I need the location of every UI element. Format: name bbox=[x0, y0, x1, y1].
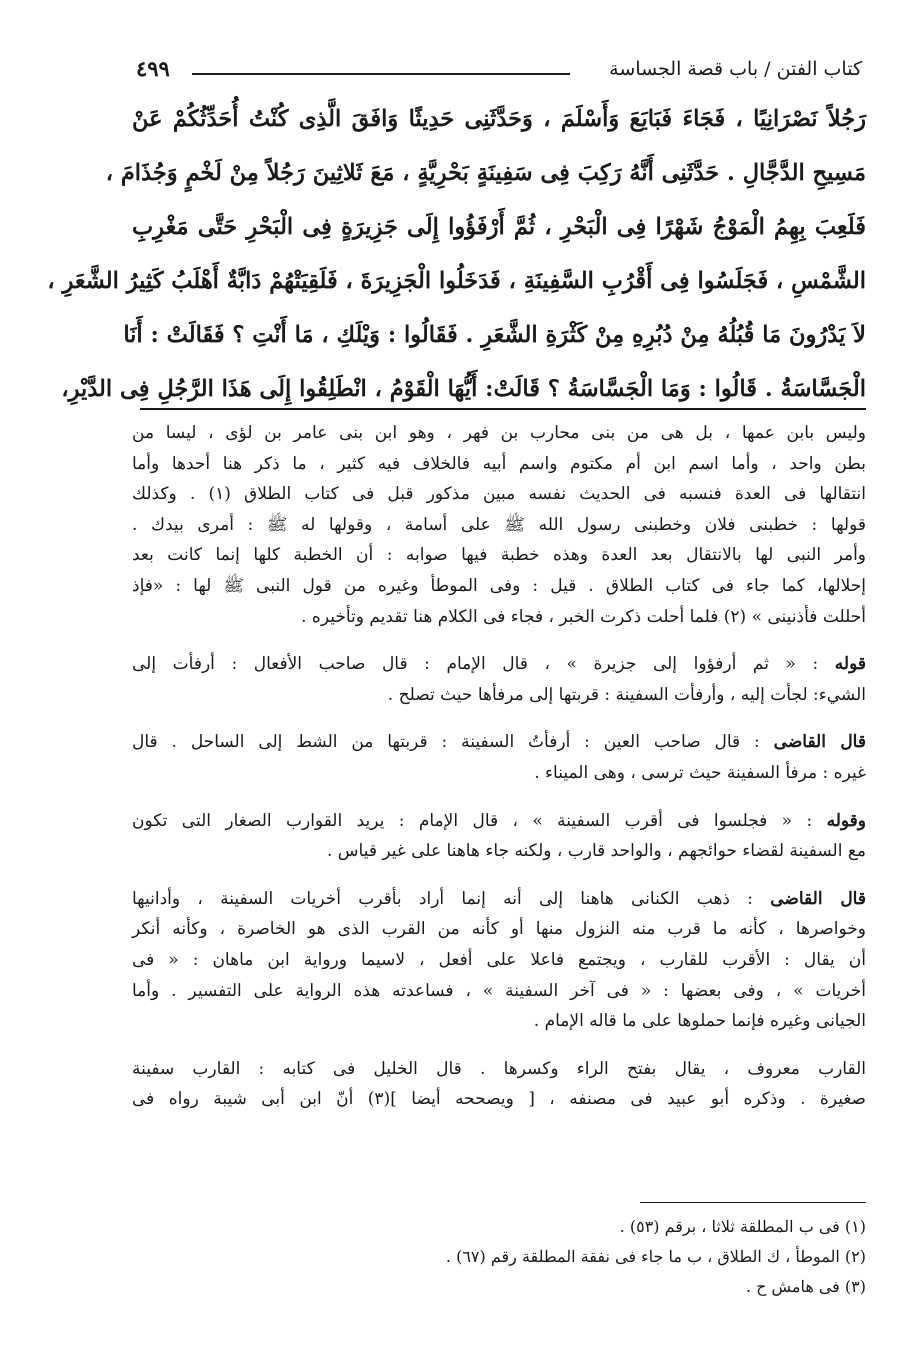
commentary-line bbox=[132, 727, 866, 758]
line-text: : ذهب الكنانى هاهنا إلى أنه إنما أراد بأقرب أخريات السفينة ، وأدانيها bbox=[132, 888, 771, 909]
line-text: وأمر النبى لها بالانتقال بعد العدة وهذه خطبة فيها صوابه : أن الخطبة كلها إنما كانت بعد bbox=[132, 545, 866, 566]
commentary-line bbox=[132, 945, 866, 976]
line-text: الشيء: لجأت إليه ، وأرفأت السفينة : قربتها إلى مرفأها حيث تصلح . bbox=[387, 684, 866, 705]
commentary-line bbox=[132, 836, 866, 867]
line-text: قولها : خطبنى فلان وخطبنى رسول الله ﷺ على أسامة ، وقولها له ﷺ : أمرى بيدك . bbox=[132, 514, 866, 535]
footnote: (٣) فى هامش ح . bbox=[745, 1277, 866, 1296]
commentary-paragraph bbox=[132, 727, 866, 788]
line-text: أخريات » ، وفى بعضها : « فى آخر السفينة » ، فساعدته هذه الرواية على التفسير . وأما bbox=[132, 980, 866, 1001]
hadith-line: رَجُلاً نَصْرَانِيًا ، فَجَاءَ فَبَايَعَ وَأَسْلَمَ ، وَحَدَّثَنِى حَدِيثًا وَافَقَ الَّذِى كُنْتُ أُحَدِّثُكُمْ عَنْ bbox=[132, 106, 866, 132]
commentary-line bbox=[132, 976, 866, 1007]
line-text: وليس بابن عمها ، بل هى من بنى محارب بن فهر ، وهو ابن بنى عامر بن لؤى ، ليسا من bbox=[132, 423, 866, 443]
footnote: (٢) الموطأ ، ك الطلاق ، ب ما جاء فى نفقة المطلقة رقم (٦٧) . bbox=[445, 1247, 866, 1266]
commentary-line bbox=[132, 1084, 866, 1115]
text-divider bbox=[140, 408, 866, 410]
hadith-line: مَسِيحِ الدَّجَّالِ . حَدَّثَنِى أَنَّهُ رَكِبَ فِى سَفِينَةٍ بَحْرِيَّةٍ ، مَعَ ثَلاثِينَ رَجُلاً مِنْ لَخْمٍ وَجُذَامَ ، bbox=[105, 160, 866, 186]
line-text: : قال صاحب العين : أرفأتُ السفينة : قربتها من الشط إلى الساحل . قال bbox=[132, 732, 774, 753]
lead-word: قال القاضى bbox=[770, 888, 866, 909]
line-text: : « ثم أرفؤوا إلى جزيرة » ، قال الإمام : قال صاحب الأفعال : أرفأت إلى bbox=[132, 654, 835, 675]
header-rule bbox=[192, 73, 570, 75]
line-text: : « فجلسوا فى أقرب السفينة » ، قال الإمام : يريد القوارب الصغار التى تكون bbox=[132, 810, 827, 831]
line-text: إحلالها، كما جاء فى كتاب الطلاق . قيل : وفى الموطأ وغيره من قول النبى ﷺ لها : «فإذ bbox=[132, 575, 866, 596]
hadith-line: لاَ يَدْرُونَ مَا قُبُلُهُ مِنْ دُبُرِهِ مِنْ كَثْرَةِ الشَّعَرِ . فَقَالُوا : وَيْلَكِ ، مَا أَنْتِ ؟ فَقَالَتْ : أَنَا bbox=[123, 322, 866, 348]
commentary-line bbox=[132, 540, 866, 571]
commentary-paragraph bbox=[132, 806, 866, 867]
commentary-line bbox=[132, 649, 866, 680]
commentary-line bbox=[132, 680, 866, 711]
line-text: بطن واحد ، وأما اسم ابن أم مكتوم واسم أبيه فالخلاف فيه كثير ، ما ذكر هنا أحدها وأما bbox=[132, 453, 866, 474]
commentary-line bbox=[132, 571, 866, 602]
line-text: القارب معروف ، يقال بفتح الراء وكسرها . قال الخليل فى كتابه : القارب سفينة bbox=[132, 1058, 866, 1079]
lead-word: قال القاضى bbox=[773, 732, 866, 753]
line-text: غيره : مرفأ السفينة حيث ترسى ، وهى الميناء . bbox=[534, 762, 866, 783]
commentary bbox=[132, 418, 866, 1115]
commentary-line bbox=[132, 914, 866, 945]
commentary-line bbox=[132, 418, 866, 449]
line-text: الجيانى وغيره فإنما حملوها على ما قاله الإمام . bbox=[533, 1011, 866, 1032]
commentary-line bbox=[132, 758, 866, 789]
footnote-divider bbox=[640, 1202, 866, 1203]
lead-word: وقوله bbox=[826, 810, 866, 831]
commentary-line bbox=[132, 479, 866, 510]
commentary-paragraph bbox=[132, 418, 866, 632]
chapter-title: كتاب الفتن / باب قصة الجساسة bbox=[609, 58, 862, 80]
commentary-line bbox=[132, 449, 866, 480]
line-text: أحللت فأذنينى » (٢) فلما أحلت ذكرت الخبر ، فجاء فى الكلام هنا تقديم وتأخيره . bbox=[301, 606, 866, 627]
commentary-line bbox=[132, 884, 866, 915]
commentary-line bbox=[132, 510, 866, 541]
commentary-paragraph bbox=[132, 884, 866, 1037]
commentary-line bbox=[132, 1054, 866, 1085]
hadith-line: فَلَعِبَ بِهِمُ الْمَوْجُ شَهْرًا فِى الْبَحْرِ ، ثُمَّ أَرْفَؤُوا إِلَى جَزِيرَةٍ فِى الْبَحْرِ حَتَّى مَغْرِبِ bbox=[132, 214, 866, 240]
hadith-line: الْجَسَّاسَةُ . قَالُوا : وَمَا الْجَسَّاسَةُ ؟ قَالَتْ: أَيُّهَا الْقَوْمُ ، انْطَلِقُوا إِلَى هَذَا الرَّجُلِ فِى الدَّيْرِ، bbox=[61, 376, 866, 402]
line-text: صغيرة . وذكره أبو عبيد فى مصنفه ، [ ويصححه أيضا ](٣) أنّ ابن أبى شيبة رواه فى bbox=[132, 1089, 866, 1110]
footnote: (١) فى ب المطلقة ثلاثا ، برقم (٥٣) . bbox=[619, 1217, 866, 1236]
line-text: وخواصرها ، كأنه ما قرب منه النزول منها أو كأنه من القرب الذى هو الخاصرة ، وكأنه أنكر bbox=[132, 919, 866, 940]
commentary-line bbox=[132, 1006, 866, 1037]
hadith-line: الشَّمْسِ ، فَجَلَسُوا فِى أَقْرُبِ السَّفِينَةِ ، فَدَخَلُوا الْجَزِيرَةَ ، فَلَقِيَتْهُمْ دَابَّةٌ أَهْلَبُ كَثِيرُ الشَّعَرِ ، bbox=[47, 268, 866, 294]
commentary-paragraph bbox=[132, 649, 866, 710]
line-text: أن يقال : الأقرب للقارب ، ويجتمع فاعلا على أفعل ، لاسيما ورواية ابن ماهان : « فى bbox=[132, 949, 866, 970]
commentary-line bbox=[132, 602, 866, 633]
commentary-line bbox=[132, 806, 866, 837]
lead-word: قوله bbox=[834, 654, 866, 675]
line-text: انتقالها فى العدة فنسبه فى الحديث نفسه مبين مذكور قبل فى كتاب الطلاق (١) . وكذلك bbox=[132, 484, 866, 505]
footnotes bbox=[300, 1212, 866, 1302]
line-text: مع السفينة لقضاء حوائجهم ، والواحد قارب ، ولكنه جاء هاهنا على غير قياس . bbox=[326, 841, 866, 862]
running-header bbox=[136, 56, 862, 90]
hadith-text bbox=[47, 92, 866, 416]
commentary-paragraph bbox=[132, 1054, 866, 1115]
page-number: ٤٩٩ bbox=[136, 56, 170, 81]
